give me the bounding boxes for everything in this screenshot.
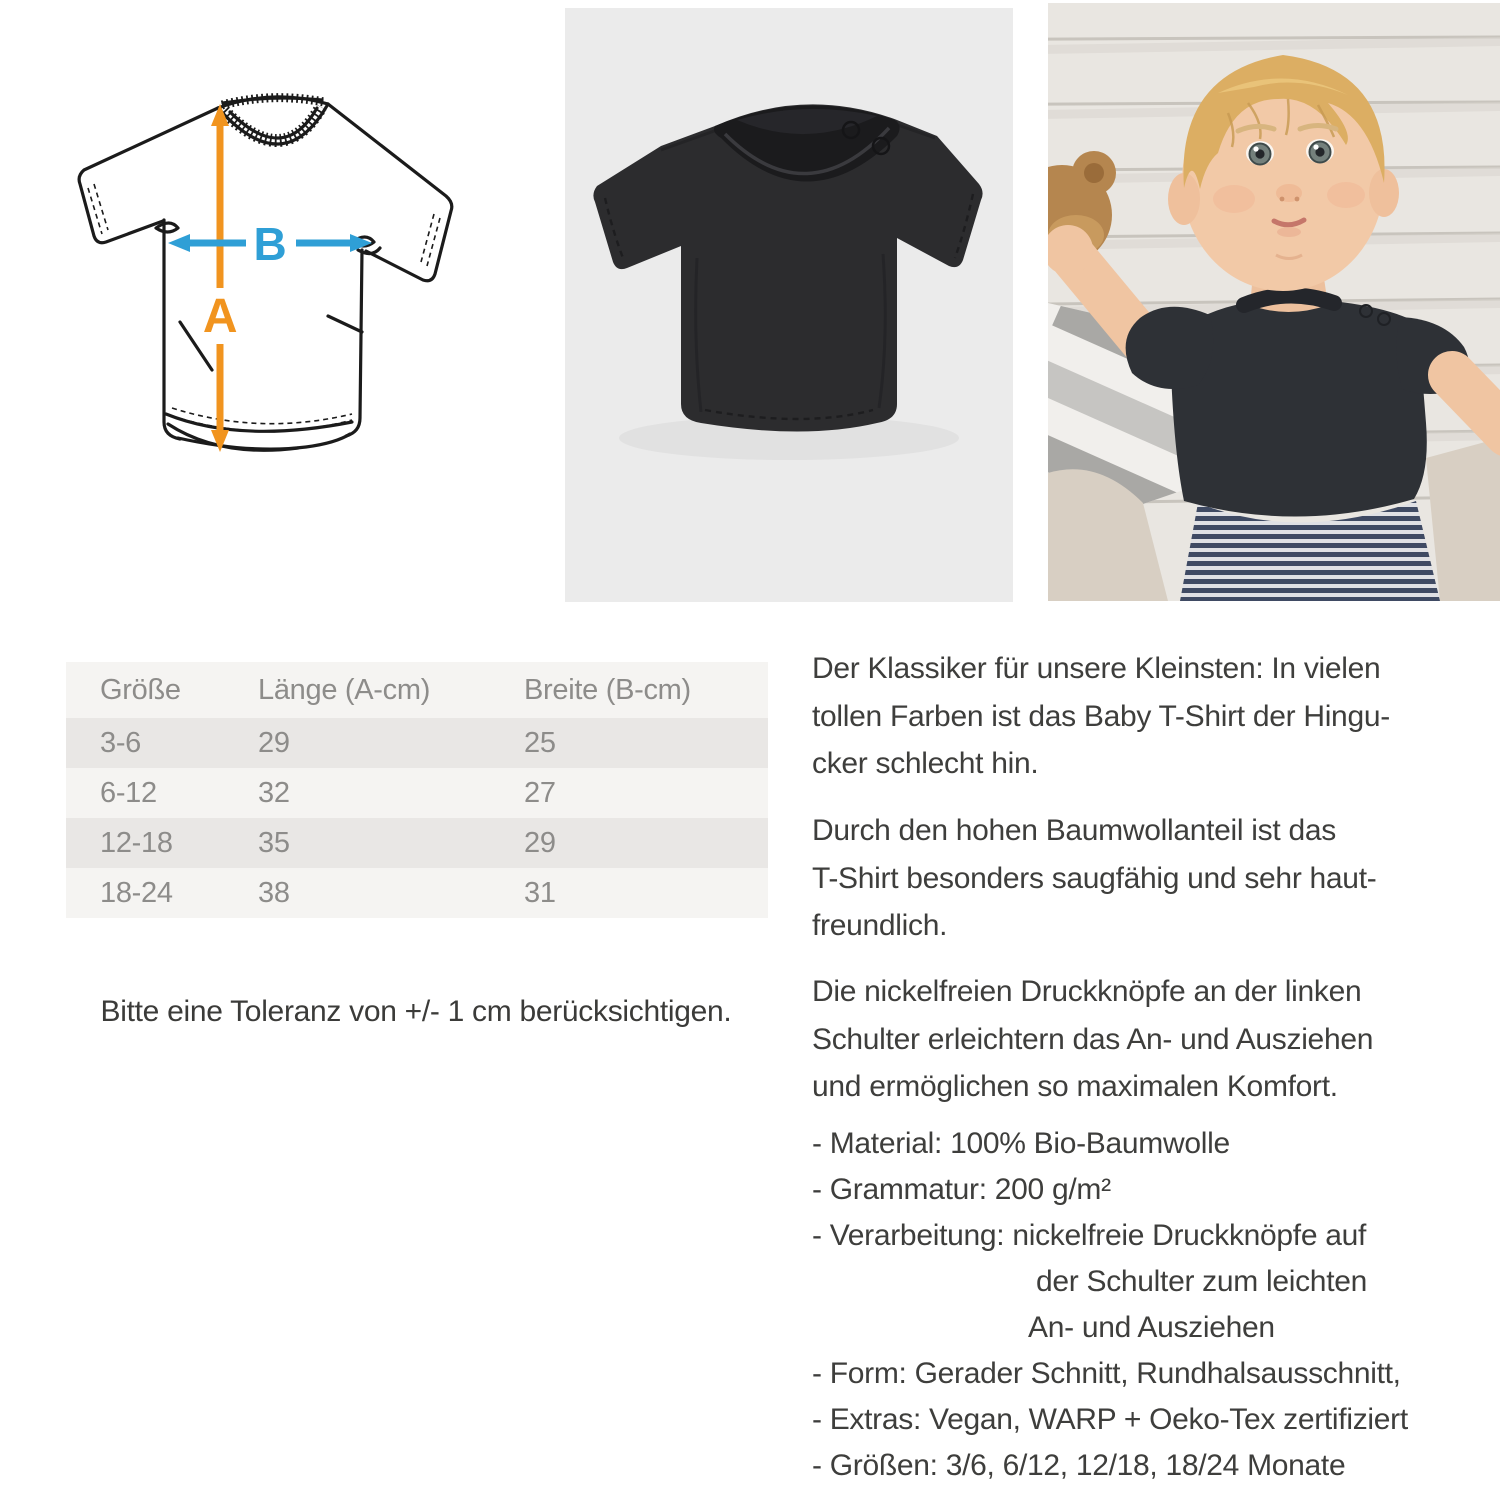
description-line: cker schlecht hin. [812, 747, 1039, 780]
col-header-length: Länge (A-cm) [258, 673, 431, 706]
cell-width: 27 [524, 776, 556, 809]
baby-nose [1276, 184, 1302, 202]
tshirt-line-art [60, 70, 500, 490]
table-row [66, 868, 768, 918]
table-row [66, 718, 768, 768]
description-paragraph-1 [812, 645, 1472, 788]
tolerance-note: Bitte eine Toleranz von +/- 1 cm berücksichtigen. [100, 995, 732, 1028]
description-line: Schulter erleichtern das An- und Ausziehen [812, 1022, 1374, 1056]
cell-size: 3-6 [100, 726, 142, 759]
col-header-width: Breite (B-cm) [524, 673, 691, 706]
description-line: Der Klassiker für unsere Kleinsten: In vielen [812, 652, 1381, 685]
description-bullet-list [812, 1121, 1472, 1489]
description-line: freundlich. [812, 909, 948, 942]
description-paragraph-3 [812, 968, 1472, 1111]
cell-width: 31 [524, 876, 556, 909]
label-b: B [253, 218, 287, 270]
size-table-header [66, 662, 768, 718]
bullet-form: - Form: Gerader Schnitt, Rundhalsausschnitt, [812, 1357, 1401, 1390]
bullet-verarbeitung: - Verarbeitung: nickelfreie Druckknöpfe auf [812, 1219, 1367, 1252]
size-diagram [60, 70, 500, 490]
cell-size: 6-12 [100, 776, 157, 809]
col-header-size: Größe [100, 673, 181, 706]
description-line: und ermöglichen so maximalen Komfort. [812, 1070, 1338, 1103]
table-row [66, 768, 768, 818]
cheek-right [1327, 182, 1365, 208]
black-tshirt-graphic [565, 8, 1013, 602]
label-a: A [202, 290, 238, 343]
cell-length: 35 [258, 826, 290, 859]
description-line: tollen Farben ist das Baby T-Shirt der Hingu- [812, 699, 1390, 733]
description-line: Die nickelfreien Druckknöpfe an der linken [812, 975, 1362, 1008]
cell-width: 25 [524, 726, 556, 759]
bullet-verarbeitung-cont: An- und Ausziehen [1028, 1311, 1275, 1344]
description-paragraph-2 [812, 807, 1472, 950]
model-photo [1048, 3, 1500, 601]
bullet-grammatur: - Grammatur: 200 g/m² [812, 1173, 1111, 1206]
bullet-verarbeitung-cont: der Schulter zum leichten [1036, 1265, 1367, 1298]
cell-length: 32 [258, 776, 290, 809]
baby-eye-left [1246, 141, 1274, 165]
cell-size: 18-24 [100, 876, 173, 909]
product-photo [565, 8, 1013, 602]
description-line: Durch den hohen Baumwollanteil ist das [812, 814, 1336, 847]
cell-width: 29 [524, 826, 556, 859]
cell-size: 12-18 [100, 826, 173, 859]
baby-photo-graphic [1048, 3, 1500, 601]
size-table [66, 662, 768, 918]
cell-length: 38 [258, 876, 290, 909]
table-row [66, 818, 768, 868]
bullet-groessen: - Größen: 3/6, 6/12, 12/18, 18/24 Monate [812, 1449, 1346, 1482]
bullet-material: - Material: 100% Bio-Baumwolle [812, 1127, 1230, 1160]
cell-length: 29 [258, 726, 290, 759]
description-line: T-Shirt besonders saugfähig und sehr haut- [812, 861, 1377, 895]
cheek-left [1213, 185, 1255, 213]
bullet-extras: - Extras: Vegan, WARP + Oeko-Tex zertifiziert [812, 1403, 1408, 1436]
baby-eye-right [1306, 139, 1334, 163]
